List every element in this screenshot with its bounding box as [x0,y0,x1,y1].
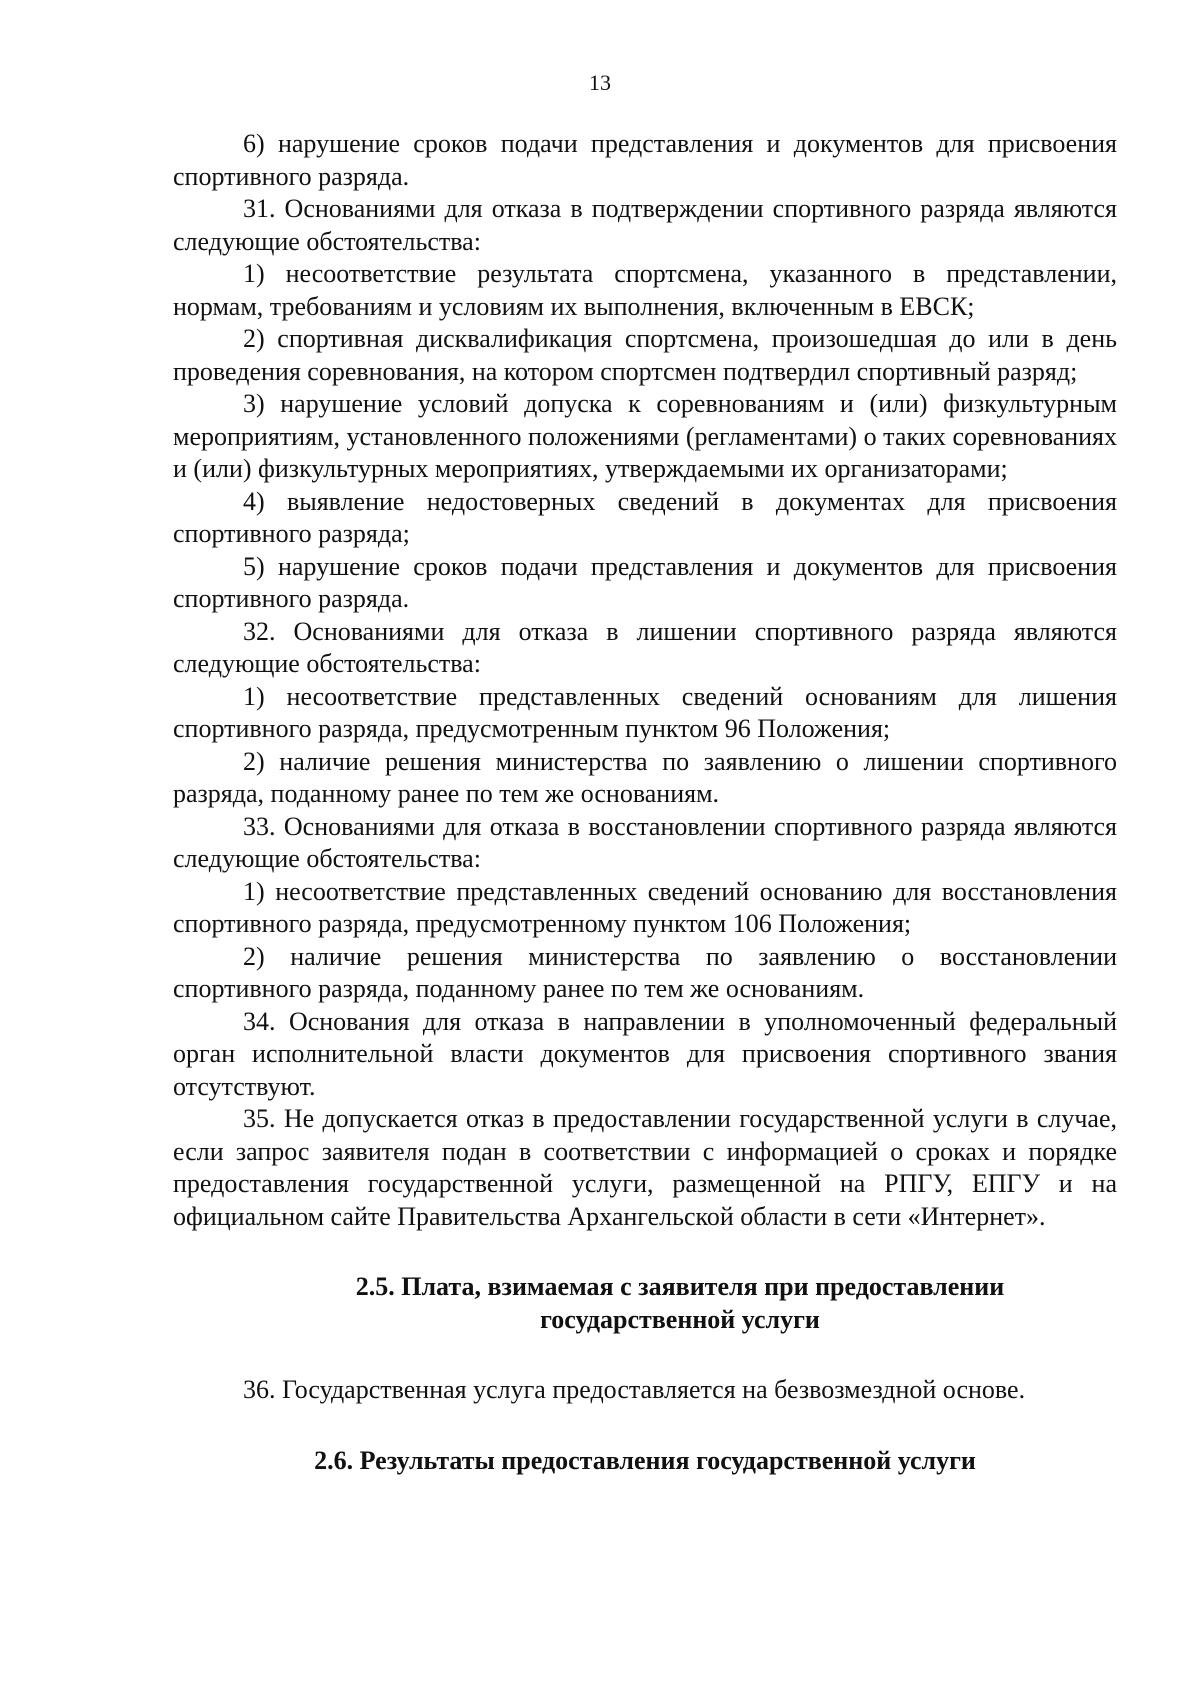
paragraph-31-item-3: 3) нарушение условий допуска к соревнованиям и (или) физкультурным мероприятиям, установленного положениями (регламентами) о таких соревнованиях и (или) физкультурных мероприятиях, утверждаемыми их организаторами; [173,389,1117,483]
page-number: 13 [589,70,611,95]
paragraph-33-restoration-refusal: 33. Основаниями для отказа в восстановлении спортивного разряда являются следующие обстоятельства: [173,811,1117,873]
paragraph-31-item-1: 1) несоответствие результата спортсмена, указанного в представлении, нормам, требованиям и условиям их выполнения, включенным в ЕВСК; [173,259,1117,321]
paragraph-34: 34. Основания для отказа в направлении в уполномоченный федеральный орган исполнительной власти документов для присвоения спортивного звания отсутствуют. [173,1006,1117,1101]
paragraph-32-item-2: 2) наличие решения министерства по заявлению о лишении спортивного разряда, поданному ранее по тем же основаниям. [173,746,1117,808]
paragraph-36: 36. Государственная услуга предоставляется на безвозмездной основе. [243,1375,1026,1404]
section-2-5-heading [173,1271,1117,1336]
paragraph-31-confirmation-refusal: 31. Основаниями для отказа в подтверждении спортивного разряда являются следующие обстоятельства: [173,194,1117,256]
section-2-5-heading-line-1: 2.5. Плата, взимаемая с заявителя при предоставлении [355,1272,1005,1301]
section-2-6-heading: 2.6. Результаты предоставления государственной услуги [314,1445,976,1475]
paragraph-33-item-1: 1) несоответствие представленных сведений основанию для восстановления спортивного разряда, предусмотренному пунктом 106 Положения; [173,876,1117,938]
paragraph-item-6-deadline-violation: 6) нарушение сроков подачи представления и документов для присвоения спортивного разряда. [173,129,1117,191]
paragraph-31-item-2: 2) спортивная дисквалификация спортсмена, произошедшая до или в день проведения соревнования, на котором спортсмен подтвердил спортивный разряд; [173,324,1117,386]
paragraph-31-item-5: 5) нарушение сроков подачи представления и документов для присвоения спортивного разряда. [173,551,1117,613]
paragraph-31-item-4: 4) выявление недостоверных сведений в документах для присвоения спортивного разряда; [173,486,1117,548]
paragraph-35: 35. Не допускается отказ в предоставлении государственной услуги в случае, если запрос заявителя подан в соответствии с информацией о сроках и порядке предоставления государственной услуги, размещенной на РПГУ, ЕПГУ и на официальном сайте Правительства Архангельской области в сети «Интернет». [173,1104,1117,1231]
paragraph-32-item-1: 1) несоответствие представленных сведений основаниям для лишения спортивного разряда, предусмотренным пунктом 96 Положения; [173,681,1117,743]
paragraph-33-item-2: 2) наличие решения министерства по заявлению о восстановлении спортивного разряда, поданному ранее по тем же основаниям. [173,941,1117,1003]
paragraph-32-deprivation-refusal: 32. Основаниями для отказа в лишении спортивного разряда являются следующие обстоятельства: [173,616,1117,678]
document-body [173,128,1117,1477]
section-2-5-heading-line-2: государственной услуги [540,1304,820,1334]
